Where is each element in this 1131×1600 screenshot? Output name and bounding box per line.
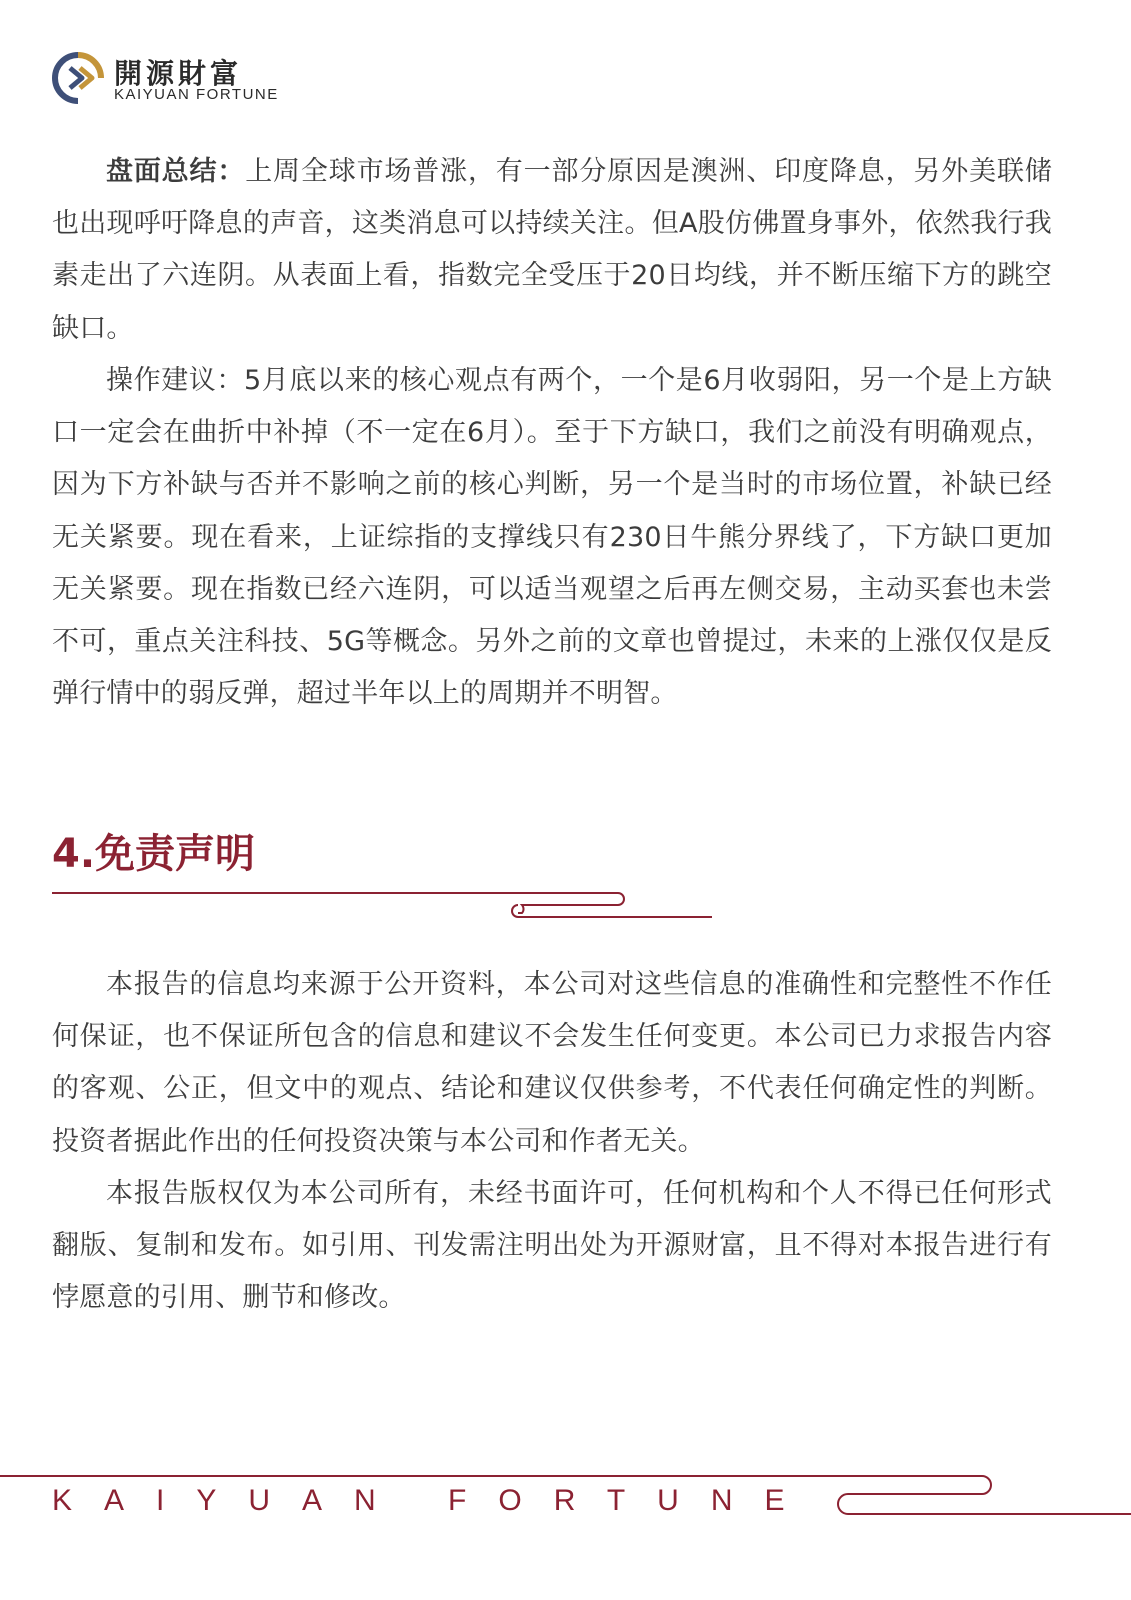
- logo-name-cn: 開源財富: [114, 57, 243, 90]
- logo-name-en: KAIYUAN FORTUNE: [114, 86, 279, 103]
- market-summary-text: 上周全球市场普涨，有一部分原因是澳洲、印度降息，另外美联储也出现呼吁降息的声音，这类消息可以持续关注。但A股仿佛置身事外，依然我行我素走出了六连阴。从表面上看，指数完全受压于20日均线，并不断压缩下方的跳空缺口。: [52, 156, 1052, 344]
- market-summary-paragraph: [52, 146, 1052, 355]
- section-title-disclaimer: 4.免责声明: [52, 831, 256, 877]
- kaiyuan-logo-icon: [52, 52, 104, 104]
- footer-brand-text: KAIYUAN FORTUNE: [52, 1484, 817, 1517]
- company-logo: [52, 52, 292, 108]
- market-summary-label: 盘面总结：: [106, 156, 246, 187]
- disclaimer-paragraph-2: 本报告版权仅为本公司所有，未经书面许可，任何机构和个人不得已任何形式翻版、复制和发布。如引用、刊发需注明出处为开源财富，且不得对本报告进行有悖愿意的引用、删节和修改。: [52, 1178, 1052, 1314]
- section-title-divider: [52, 885, 732, 925]
- disclaimer-paragraph-1: 本报告的信息均来源于公开资料，本公司对这些信息的准确性和完整性不作任何保证，也不保证所包含的信息和建议不会发生任何变更。本公司已力求报告内容的客观、公正，但文中的观点、结论和建议仅供参考，不代表任何确定性的判断。投资者据此作出的任何投资决策与本公司和作者无关。: [52, 969, 1052, 1157]
- operation-advice-paragraph: 操作建议：5月底以来的核心观点有两个，一个是6月收弱阳，另一个是上方缺口一定会在曲折中补掉（不一定在6月）。至于下方缺口，我们之前没有明确观点，因为下方补缺与否并不影响之前的核心判断，另一个是当时的市场位置，补缺已经无关紧要。现在看来，上证综指的支撑线只有230日牛熊分界线了，下方缺口更加无关紧要。现在指数已经六连阴，可以适当观望之后再左侧交易，主动买套也未尝不可，重点关注科技、5G等概念。另外之前的文章也曾提过，未来的上涨仅仅是反弹行情中的弱反弹，超过半年以上的周期并不明智。: [52, 365, 1052, 710]
